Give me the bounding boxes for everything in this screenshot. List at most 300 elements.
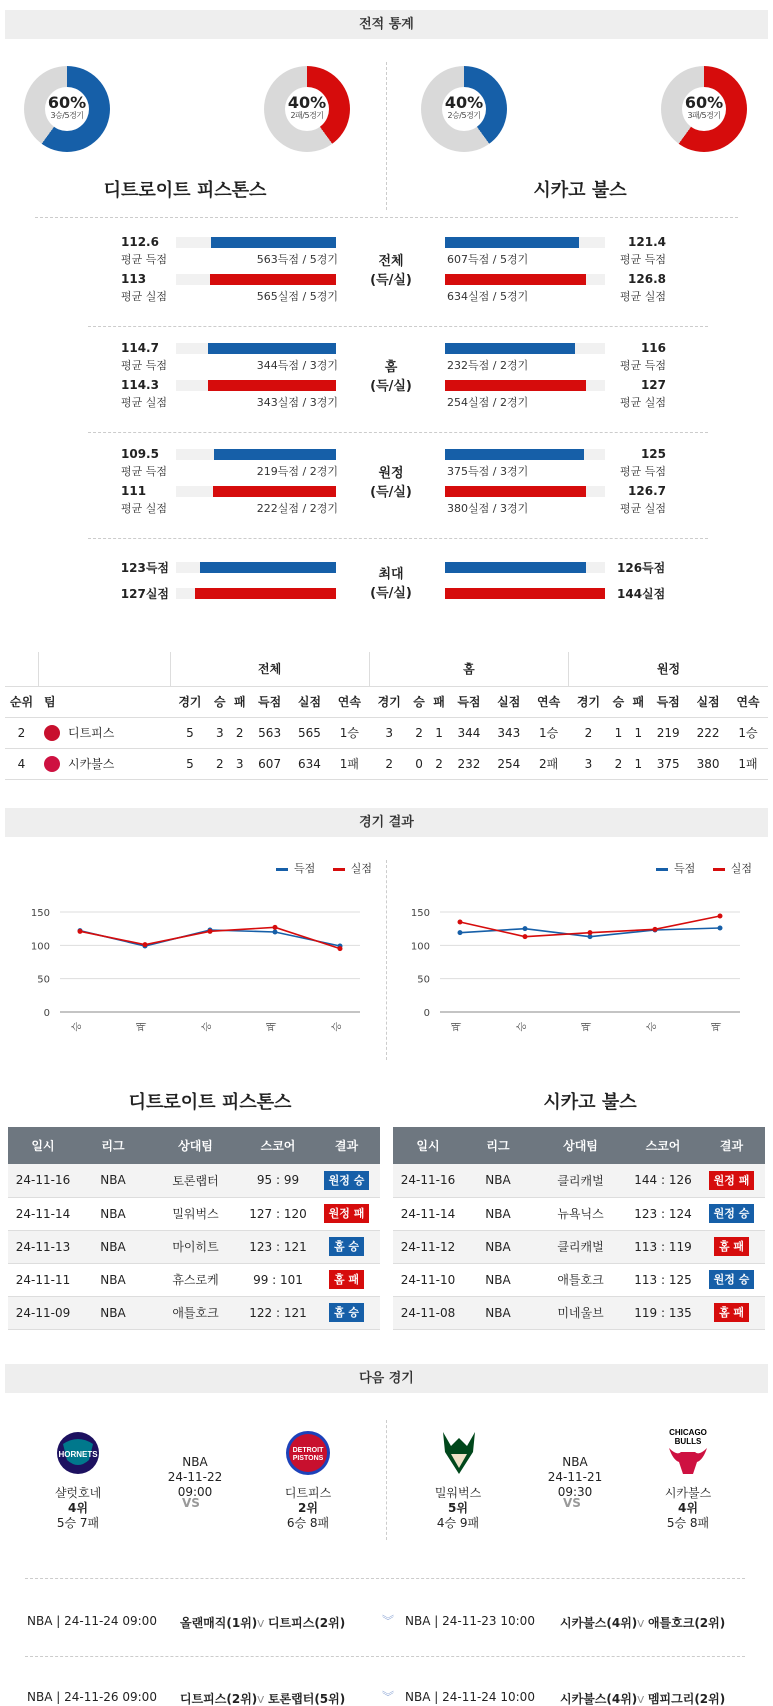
upcoming-team: 디트피스(2위) xyxy=(267,1616,346,1630)
donut-sub: 2승/5경기 xyxy=(447,111,481,120)
standings-cell: 1 xyxy=(628,717,648,748)
donut-pct: 40% xyxy=(444,93,484,112)
home-stat-bar-track xyxy=(176,343,336,354)
donut-pct: 60% xyxy=(47,93,87,112)
home-stat-bar-track xyxy=(176,237,336,248)
table-row xyxy=(8,1263,380,1296)
result-score: 144 : 126 xyxy=(628,1164,698,1197)
bucks-logo xyxy=(437,1428,481,1476)
home-max-bar xyxy=(195,588,336,599)
standings-cell: 219 xyxy=(648,717,688,748)
next1-right-record: 6승 8패 xyxy=(286,1516,330,1530)
next2-left-name: 밀워벅스 xyxy=(434,1486,482,1500)
upcoming-vs: V xyxy=(257,1619,265,1630)
results-header: 일시 xyxy=(393,1127,463,1164)
home-stat-caption: 344득점 / 3경기 xyxy=(256,359,338,372)
away-stat-label: 평균 실점 xyxy=(619,290,666,303)
next1-right-name: 디트피스 xyxy=(284,1486,332,1500)
result-cell xyxy=(698,1197,765,1230)
standings-cell: 4 xyxy=(5,748,38,779)
home-stat-value: 112.6 xyxy=(121,235,159,249)
stat-category-sub: (득/실) xyxy=(370,485,412,500)
results-header: 리그 xyxy=(463,1127,533,1164)
standings-cell: 3 xyxy=(569,748,609,779)
away-stat-value: 126.8 xyxy=(628,272,666,286)
standings-header: 패 xyxy=(429,686,449,717)
group-home: 홈 xyxy=(369,652,568,686)
x-tick-label: 패 xyxy=(582,1022,593,1032)
result-opp: 토론랩터 xyxy=(148,1164,243,1197)
home-max-value: 123득점 xyxy=(120,561,169,575)
data-point xyxy=(458,920,463,925)
result-badge: 원정 승 xyxy=(709,1270,755,1289)
away-max-bar-track xyxy=(445,562,605,573)
away-stat-caption: 254실점 / 2경기 xyxy=(447,396,529,409)
result-badge: 홈 패 xyxy=(714,1303,749,1322)
legend-scored: 득점 xyxy=(674,862,696,875)
next2-datetime: 24-11-21 09:30 xyxy=(547,1470,603,1499)
standings-cell: 254 xyxy=(489,748,529,779)
upcoming-left-match xyxy=(180,1690,345,1706)
result-score: 119 : 135 xyxy=(628,1296,698,1329)
team-name: 디트피스 xyxy=(68,725,115,740)
next2-left-team xyxy=(410,1486,506,1531)
data-point xyxy=(718,914,723,919)
home-score-chart xyxy=(20,900,370,1070)
result-opp: 휴스로케 xyxy=(148,1263,243,1296)
home-stat-bar xyxy=(214,449,336,460)
donut-sub: 3패/5경기 xyxy=(687,111,721,120)
results-header: 리그 xyxy=(78,1127,148,1164)
table-row xyxy=(8,1164,380,1197)
standings-cell: 2패 xyxy=(529,748,569,779)
divider xyxy=(35,217,738,218)
next2-right-name: 시카불스 xyxy=(664,1486,712,1500)
legend-scored-swatch xyxy=(276,868,288,871)
divider xyxy=(88,432,708,433)
away-max-bar xyxy=(445,562,586,573)
next1-left-name: 샬럿호네 xyxy=(54,1486,102,1500)
donut-sub: 2패/5경기 xyxy=(290,111,324,120)
result-cell xyxy=(313,1164,380,1197)
upcoming-team: 토론랩터(5위) xyxy=(267,1692,346,1706)
standings-header: 연속 xyxy=(329,686,369,717)
away-max-bar-track xyxy=(445,588,605,599)
standings-cell: 232 xyxy=(449,748,489,779)
next2-left-record: 4승 9패 xyxy=(436,1516,480,1530)
results-header: 결과 xyxy=(698,1127,765,1164)
away-stat-bar-track xyxy=(445,380,605,391)
next2-match-info xyxy=(530,1455,620,1500)
result-cell xyxy=(313,1263,380,1296)
chart-legend xyxy=(642,860,752,876)
standings-header: 순위 xyxy=(5,686,38,717)
upcoming-left-info: NBA | 24-11-24 09:00 xyxy=(27,1614,157,1628)
results-header: 상대팀 xyxy=(533,1127,628,1164)
chevron-down-icon: ︾ xyxy=(382,1614,395,1628)
result-opp: 마이히트 xyxy=(148,1230,243,1263)
stat-category: 전체 xyxy=(378,254,404,269)
standings-header: 실점 xyxy=(688,686,728,717)
standings-team xyxy=(38,717,170,748)
divider xyxy=(386,62,387,210)
result-badge: 원정 패 xyxy=(709,1171,755,1190)
away-stat-label: 평균 득점 xyxy=(619,253,666,266)
stat-category-sub: (득/실) xyxy=(370,586,412,601)
result-date: 24-11-14 xyxy=(393,1197,463,1230)
away-win-rate-donut xyxy=(421,66,507,152)
stat-category: 원정 xyxy=(378,466,404,481)
home-win-rate-donut xyxy=(24,66,110,152)
next1-league: NBA xyxy=(182,1455,208,1469)
result-badge: 원정 패 xyxy=(324,1204,370,1223)
standings-cell: 344 xyxy=(449,717,489,748)
result-opp: 뉴욕닉스 xyxy=(533,1197,628,1230)
standings-team xyxy=(38,748,170,779)
standings-cell: 1승 xyxy=(728,717,768,748)
data-point xyxy=(273,925,278,930)
standings-header: 실점 xyxy=(290,686,330,717)
x-tick-label: 패 xyxy=(452,1022,463,1032)
next2-vs: VS xyxy=(563,1496,581,1510)
home-stat-label: 평균 실점 xyxy=(121,396,168,409)
stat-category-sub: (득/실) xyxy=(370,379,412,394)
home-stat-label: 평균 득점 xyxy=(121,253,168,266)
results-header: 결과 xyxy=(313,1127,380,1164)
y-tick-label: 100 xyxy=(30,941,50,953)
standings-cell: 607 xyxy=(250,748,290,779)
standings-header: 패 xyxy=(628,686,648,717)
results-header: 일시 xyxy=(8,1127,78,1164)
group-away: 원정 xyxy=(569,652,768,686)
x-tick-label: 승 xyxy=(517,1022,528,1032)
divider xyxy=(88,326,708,327)
table-row xyxy=(8,1230,380,1263)
result-score: 95 : 99 xyxy=(243,1164,313,1197)
upcoming-right-info: NBA | 24-11-23 10:00 xyxy=(405,1614,535,1628)
result-opp: 애틀호크 xyxy=(533,1263,628,1296)
away-stat-bar-track xyxy=(445,237,605,248)
x-tick-label: 승 xyxy=(332,1022,343,1032)
pistons-logo xyxy=(285,1430,331,1476)
standings-cell: 0 xyxy=(409,748,429,779)
standings-cell: 2 xyxy=(210,748,230,779)
y-tick-label: 0 xyxy=(43,1008,50,1019)
standings-header: 실점 xyxy=(489,686,529,717)
stat-category: 최대 xyxy=(378,567,404,582)
svg-text:HORNETS: HORNETS xyxy=(58,1450,98,1459)
next1-right-team xyxy=(260,1486,356,1531)
home-stat-bar xyxy=(211,237,336,248)
result-cell xyxy=(313,1230,380,1263)
table-row xyxy=(393,1263,765,1296)
result-score: 113 : 119 xyxy=(628,1230,698,1263)
home-stat-caption: 343실점 / 3경기 xyxy=(256,396,338,409)
result-league: NBA xyxy=(78,1197,148,1230)
divider xyxy=(25,1578,745,1579)
standings-header: 득점 xyxy=(449,686,489,717)
donut-sub: 3승/5경기 xyxy=(50,111,84,120)
table-row xyxy=(5,717,768,748)
team-logo-icon xyxy=(44,756,60,772)
result-league: NBA xyxy=(463,1296,533,1329)
team-name: 시카불스 xyxy=(68,756,115,771)
home-results-title: 디트로이트 피스톤스 xyxy=(128,1092,292,1113)
standings-cell: 2 xyxy=(369,748,409,779)
result-opp: 미네울브 xyxy=(533,1296,628,1329)
standings-cell: 375 xyxy=(648,748,688,779)
result-date: 24-11-16 xyxy=(8,1164,78,1197)
away-max-value: 126득점 xyxy=(617,561,666,575)
next1-vs: VS xyxy=(182,1496,200,1510)
upcoming-right-match xyxy=(560,1614,725,1631)
table-row xyxy=(393,1296,765,1329)
home-stat-label: 평균 실점 xyxy=(121,502,168,515)
away-stat-caption: 634실점 / 5경기 xyxy=(447,290,529,303)
home-stat-caption: 222실점 / 2경기 xyxy=(256,502,338,515)
bulls-logo xyxy=(663,1426,713,1476)
legend-conceded-swatch xyxy=(333,868,345,871)
home-stat-bar-track xyxy=(176,449,336,460)
away-stat-value: 116 xyxy=(640,341,666,355)
result-badge: 원정 승 xyxy=(709,1204,755,1223)
home-stat-label: 평균 실점 xyxy=(121,290,168,303)
standings-cell: 3 xyxy=(230,748,250,779)
data-point xyxy=(338,946,343,951)
away-stat-value: 127 xyxy=(640,378,666,392)
standings-cell: 1 xyxy=(628,748,648,779)
result-cell xyxy=(698,1164,765,1197)
result-score: 123 : 124 xyxy=(628,1197,698,1230)
result-league: NBA xyxy=(78,1230,148,1263)
result-opp: 클리캐벌 xyxy=(533,1164,628,1197)
away-stat-caption: 232득점 / 2경기 xyxy=(447,359,529,372)
home-max-bar xyxy=(200,562,336,573)
home-stat-label: 평균 득점 xyxy=(121,359,168,372)
away-stat-value: 121.4 xyxy=(628,235,666,249)
data-point xyxy=(143,942,148,947)
data-point xyxy=(718,926,723,931)
home-stat-bar xyxy=(210,274,336,285)
data-point xyxy=(273,930,278,935)
home-loss-rate-donut xyxy=(264,66,350,152)
result-league: NBA xyxy=(78,1164,148,1197)
section-header-results: 경기 결과 xyxy=(5,808,768,837)
data-point xyxy=(78,929,83,934)
standings-cell: 563 xyxy=(250,717,290,748)
divider xyxy=(88,538,708,539)
away-score-chart xyxy=(400,900,750,1070)
home-results-table xyxy=(8,1127,380,1330)
team-logo-icon xyxy=(44,725,60,741)
result-cell xyxy=(698,1296,765,1329)
next2-league: NBA xyxy=(562,1455,588,1469)
standings-cell: 3 xyxy=(210,717,230,748)
next1-datetime: 24-11-22 09:00 xyxy=(167,1470,223,1499)
stat-category: 홈 xyxy=(384,360,398,375)
away-stat-bar-track xyxy=(445,486,605,497)
legend-conceded: 실점 xyxy=(350,862,373,875)
away-results-table xyxy=(393,1127,765,1330)
away-stat-caption: 607득점 / 5경기 xyxy=(447,253,529,266)
home-max-value: 127실점 xyxy=(120,587,169,601)
result-date: 24-11-10 xyxy=(393,1263,463,1296)
away-stat-label: 평균 득점 xyxy=(619,465,666,478)
away-stat-bar xyxy=(445,237,579,248)
away-stat-bar xyxy=(445,486,586,497)
svg-text:DETROIT: DETROIT xyxy=(292,1447,324,1454)
result-badge: 홈 패 xyxy=(329,1270,364,1289)
home-stat-value: 113 xyxy=(121,272,147,286)
legend-conceded-swatch xyxy=(713,868,725,871)
result-badge: 홈 패 xyxy=(714,1237,749,1256)
standings-cell: 2 xyxy=(230,717,250,748)
upcoming-right-info: NBA | 24-11-24 10:00 xyxy=(405,1690,535,1704)
next1-left-record: 5승 7패 xyxy=(56,1516,100,1530)
svg-text:PISTONS: PISTONS xyxy=(292,1455,324,1462)
result-badge: 홈 승 xyxy=(329,1237,364,1256)
standings-header: 연속 xyxy=(529,686,569,717)
standings-cell: 2 xyxy=(409,717,429,748)
standings-cell: 2 xyxy=(608,748,628,779)
results-header: 스코어 xyxy=(243,1127,313,1164)
next2-right-record: 5승 8패 xyxy=(666,1516,710,1530)
next2-right-team xyxy=(640,1486,736,1531)
legend-scored-swatch xyxy=(656,868,668,871)
upcoming-right-match xyxy=(560,1690,725,1706)
standings-header: 연속 xyxy=(728,686,768,717)
upcoming-team: 디트피스(2위) xyxy=(180,1692,258,1706)
standings-cell: 380 xyxy=(688,748,728,779)
donut-pct: 40% xyxy=(287,93,327,112)
away-stat-bar-track xyxy=(445,449,605,460)
result-league: NBA xyxy=(463,1263,533,1296)
stat-category-sub: (득/실) xyxy=(370,273,412,288)
chevron-down-icon: ︾ xyxy=(382,1690,395,1704)
y-tick-label: 150 xyxy=(410,908,430,919)
away-max-bar xyxy=(445,588,605,599)
home-stat-bar-track xyxy=(176,380,336,391)
table-row xyxy=(393,1230,765,1263)
home-stat-bar xyxy=(208,380,336,391)
table-row xyxy=(393,1164,765,1197)
result-cell xyxy=(313,1296,380,1329)
standings-cell: 634 xyxy=(290,748,330,779)
upcoming-vs: V xyxy=(257,1695,265,1706)
result-opp: 애틀호크 xyxy=(148,1296,243,1329)
standings-cell: 1패 xyxy=(728,748,768,779)
standings-table xyxy=(5,652,768,780)
legend-conceded: 실점 xyxy=(730,862,753,875)
svg-text:CHICAGO: CHICAGO xyxy=(669,1428,707,1437)
away-results-title: 시카고 불스 xyxy=(543,1092,637,1113)
result-date: 24-11-14 xyxy=(8,1197,78,1230)
table-row xyxy=(8,1197,380,1230)
standings-header: 팀 xyxy=(38,686,170,717)
result-league: NBA xyxy=(78,1296,148,1329)
donut-pct: 60% xyxy=(684,93,724,112)
standings-cell: 222 xyxy=(688,717,728,748)
home-stat-caption: 563득점 / 5경기 xyxy=(256,253,338,266)
upcoming-team: 시카불스(4위) xyxy=(560,1692,638,1706)
standings-header: 득점 xyxy=(648,686,688,717)
standings-cell: 1 xyxy=(608,717,628,748)
away-stat-label: 평균 득점 xyxy=(619,359,666,372)
result-score: 127 : 120 xyxy=(243,1197,313,1230)
chart-legend xyxy=(262,860,372,876)
x-tick-label: 승 xyxy=(202,1022,213,1032)
section-header-stats: 전적 통계 xyxy=(5,10,768,39)
section-header-next: 다음 경기 xyxy=(5,1364,768,1393)
data-point xyxy=(653,927,658,932)
home-stat-value: 114.7 xyxy=(121,341,159,355)
home-team-title: 디트로이트 피스톤스 xyxy=(103,180,267,201)
result-score: 113 : 125 xyxy=(628,1263,698,1296)
home-stat-caption: 219득점 / 2경기 xyxy=(256,465,338,478)
upcoming-vs: V xyxy=(637,1695,645,1706)
away-stat-bar-track xyxy=(445,274,605,285)
standings-cell: 5 xyxy=(170,748,210,779)
result-date: 24-11-16 xyxy=(393,1164,463,1197)
result-cell xyxy=(698,1263,765,1296)
upcoming-team: 애틀호크(2위) xyxy=(647,1616,726,1630)
result-badge: 원정 승 xyxy=(324,1171,370,1190)
away-stat-bar xyxy=(445,449,584,460)
away-stat-bar-track xyxy=(445,343,605,354)
standings-cell: 3 xyxy=(369,717,409,748)
standings-header: 경기 xyxy=(369,686,409,717)
away-loss-rate-donut xyxy=(661,66,747,152)
home-max-bar-track xyxy=(176,562,336,573)
result-opp: 밀워벅스 xyxy=(148,1197,243,1230)
standings-cell: 1 xyxy=(429,717,449,748)
away-stat-value: 125 xyxy=(640,447,666,461)
results-header: 상대팀 xyxy=(148,1127,243,1164)
standings-cell: 343 xyxy=(489,717,529,748)
standings-cell: 2 xyxy=(429,748,449,779)
results-header: 스코어 xyxy=(628,1127,698,1164)
result-date: 24-11-12 xyxy=(393,1230,463,1263)
home-stat-bar xyxy=(208,343,336,354)
away-max-value: 144실점 xyxy=(617,587,666,601)
home-stat-value: 109.5 xyxy=(121,447,159,461)
standings-header: 패 xyxy=(230,686,250,717)
divider xyxy=(25,1656,745,1657)
standings-header: 경기 xyxy=(170,686,210,717)
home-stat-value: 114.3 xyxy=(121,378,159,392)
result-league: NBA xyxy=(463,1197,533,1230)
x-tick-label: 패 xyxy=(137,1022,148,1032)
result-date: 24-11-11 xyxy=(8,1263,78,1296)
standings-cell: 565 xyxy=(290,717,330,748)
standings-header: 경기 xyxy=(569,686,609,717)
standings-cell: 1승 xyxy=(529,717,569,748)
away-team-title: 시카고 불스 xyxy=(533,180,627,201)
group-total: 전체 xyxy=(170,652,369,686)
x-tick-label: 승 xyxy=(647,1022,658,1032)
divider xyxy=(386,860,387,1060)
standings-cell: 2 xyxy=(5,717,38,748)
result-score: 123 : 121 xyxy=(243,1230,313,1263)
upcoming-vs: V xyxy=(637,1619,645,1630)
next1-right-rank: 2위 xyxy=(298,1501,318,1515)
home-max-bar-track xyxy=(176,588,336,599)
upcoming-team: 올랜매직(1위) xyxy=(180,1616,258,1630)
y-tick-label: 0 xyxy=(423,1008,430,1019)
home-stat-caption: 565실점 / 5경기 xyxy=(256,290,338,303)
result-league: NBA xyxy=(463,1230,533,1263)
svg-text:BULLS: BULLS xyxy=(674,1437,702,1446)
